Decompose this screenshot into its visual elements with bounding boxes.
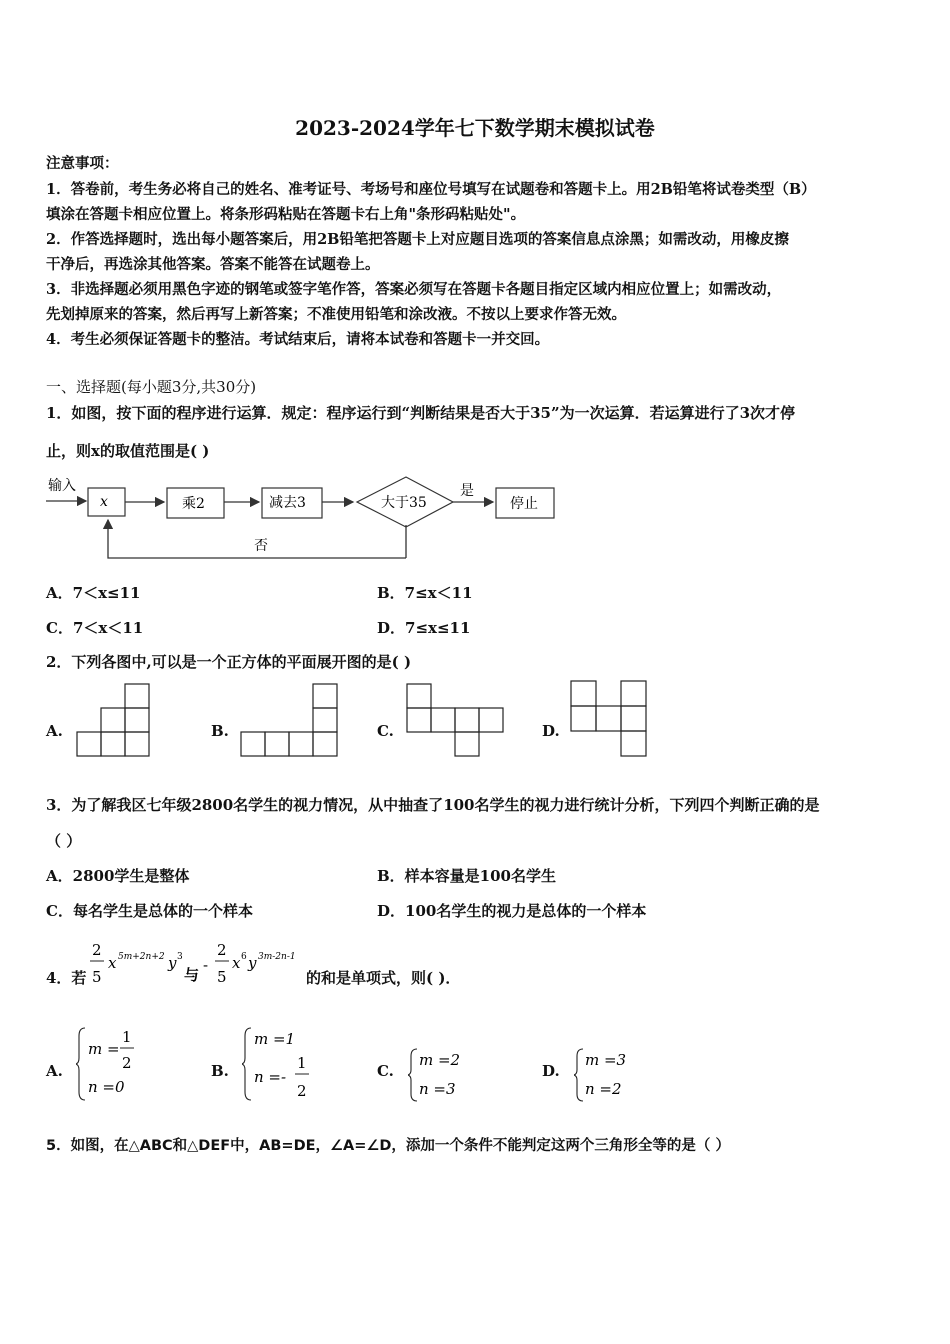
- q4-term1-y: y: [168, 954, 177, 972]
- flow-input-label: 输入: [48, 478, 76, 494]
- notice-line-7: 4．考生必须保证答题卡的整洁。考试结束后，请将本试卷和答题卡一并交回。: [46, 331, 550, 348]
- q2-label-a[interactable]: A.: [46, 722, 63, 740]
- q1-option-a[interactable]: A．7＜x≤11: [46, 584, 141, 602]
- q4-c-n: n =3: [419, 1080, 456, 1098]
- flow-no-label: 否: [254, 538, 268, 554]
- q4-b-nden: 2: [297, 1082, 307, 1100]
- q4-frac2-num: 2: [217, 941, 227, 959]
- q4-b-nnum: 1: [297, 1054, 307, 1072]
- flow-multiply-label: 乘2: [182, 496, 205, 512]
- flow-condition-label: 大于35: [381, 495, 427, 511]
- q4-option-d-label[interactable]: D.: [542, 1062, 560, 1080]
- notice-line-1: 1．答卷前，考生务必将自己的姓名、准考证号、考场号和座位号填写在试题卷和答题卡上。用2B铅笔将试卷类型（B）: [46, 181, 816, 198]
- q1-option-c[interactable]: C．7＜x＜11: [46, 619, 144, 637]
- q4-d-m: m =3: [585, 1051, 627, 1069]
- notice-line-2: 填涂在答题卡相应位置上。将条形码粘贴在答题卡右上角"条形码粘贴处"。: [46, 206, 526, 223]
- q4-a-n: n =0: [88, 1078, 125, 1096]
- q2-label-b[interactable]: B.: [211, 722, 229, 740]
- q3-option-c[interactable]: C．每名学生是总体的一个样本: [46, 902, 253, 920]
- q4-term2-x: x: [232, 954, 241, 972]
- q4-connector: 与: [184, 966, 200, 984]
- q1-stem-line2: 止，则x的取值范围是( ): [46, 442, 210, 460]
- q4-option-b-system: [242, 1024, 322, 1104]
- q4-frac1-den: 5: [92, 968, 102, 986]
- q4-term1-x: x: [108, 954, 117, 972]
- q3-option-b[interactable]: B．样本容量是100名学生: [377, 867, 556, 885]
- q3-option-a[interactable]: A．2800学生是整体: [46, 867, 190, 885]
- notice-line-3: 2．作答选择题时，选出每小题答案后，用2B铅笔把答题卡上对应题目选项的答案信息点涂黑；如需改动，用橡皮擦: [46, 231, 789, 248]
- q4-term2-y-exp: 3m-2n-1: [258, 952, 296, 962]
- q4-suffix: 的和是单项式，则( )．: [306, 969, 461, 987]
- q4-b-n: n =-: [254, 1068, 287, 1086]
- q4-a-mnum: 1: [122, 1028, 132, 1046]
- q3-option-d[interactable]: D．100名学生的视力是总体的一个样本: [377, 902, 647, 920]
- q5-stem: 5．如图，在△ABC和△DEF中，AB=DE，∠A=∠D，添加一个条件不能判定这两个三角形全等的是（ ）: [46, 1138, 730, 1154]
- q4-option-c-system: [408, 1046, 478, 1104]
- q2-label-c[interactable]: C.: [377, 722, 394, 740]
- q4-d-n: n =2: [585, 1080, 622, 1098]
- q2-label-d[interactable]: D.: [542, 722, 560, 740]
- q4-expression: [86, 940, 311, 990]
- q4-a-m: m =: [88, 1040, 120, 1058]
- notice-line-6: 先划掉原来的答案，然后再写上新答案；不准使用铅笔和涂改液。不按以上要求作答无效。: [46, 306, 626, 323]
- q4-term2-y: y: [248, 954, 257, 972]
- notice-line-5: 3．非选择题必须用黑色字迹的钢笔或签字笔作答，答案必须写在答题卡各题目指定区域内相应位置上；如需改动，: [46, 281, 782, 298]
- page-title: 2023-2024学年七下数学期末模拟试卷: [295, 116, 655, 140]
- q1-option-b[interactable]: B．7≤x＜11: [377, 584, 473, 602]
- q4-option-c-label[interactable]: C.: [377, 1062, 394, 1080]
- notice-line-4: 干净后，再选涂其他答案。答案不能答在试题卷上。: [46, 256, 380, 273]
- q3-stem-line1: 3．为了解我区七年级2800名学生的视力情况，从中抽查了100名学生的视力进行统计分析，下列四个判断正确的是: [46, 796, 820, 814]
- q4-option-a-system: [76, 1024, 156, 1104]
- section-heading: 一、选择题(每小题3分,共30分): [46, 378, 257, 396]
- flow-stop-label: 停止: [510, 496, 538, 512]
- q2-net-c: [406, 683, 506, 757]
- q4-prefix: 4．若: [46, 969, 87, 987]
- q2-stem: 2．下列各图中,可以是一个正方体的平面展开图的是( ): [46, 653, 412, 671]
- q4-frac1-num: 2: [92, 941, 102, 959]
- q4-term1-x-exp: 5m+2n+2: [118, 952, 165, 962]
- q2-net-a: [76, 683, 152, 757]
- q1-stem-line1: 1．如图，按下面的程序进行运算．规定：程序运行到“判断结果是否大于35”为一次运算．若运算进行了3次才停: [46, 404, 796, 422]
- q3-stem-line2: （ ）: [46, 832, 82, 850]
- q4-option-d-system: [574, 1046, 644, 1104]
- q4-a-mden: 2: [122, 1054, 132, 1072]
- q1-option-d[interactable]: D．7≤x≤11: [377, 619, 471, 637]
- flow-yes-label: 是: [460, 483, 474, 499]
- q4-term2-x-exp: 6: [241, 952, 247, 962]
- q4-option-a-label[interactable]: A.: [46, 1062, 63, 1080]
- q2-net-d: [570, 680, 650, 758]
- notice-heading: 注意事项：: [46, 155, 119, 172]
- q4-option-b-label[interactable]: B.: [211, 1062, 229, 1080]
- q4-neg-sign: -: [203, 956, 209, 974]
- q4-c-m: m =2: [419, 1051, 461, 1069]
- flow-subtract-label: 减去3: [269, 495, 306, 511]
- q4-frac2-den: 5: [217, 968, 227, 986]
- q4-b-m: m =1: [254, 1030, 296, 1048]
- q2-net-b: [240, 683, 340, 757]
- flow-x-label: x: [100, 494, 108, 510]
- q4-term1-y-exp: 3: [177, 952, 183, 962]
- q1-flowchart: [40, 470, 570, 560]
